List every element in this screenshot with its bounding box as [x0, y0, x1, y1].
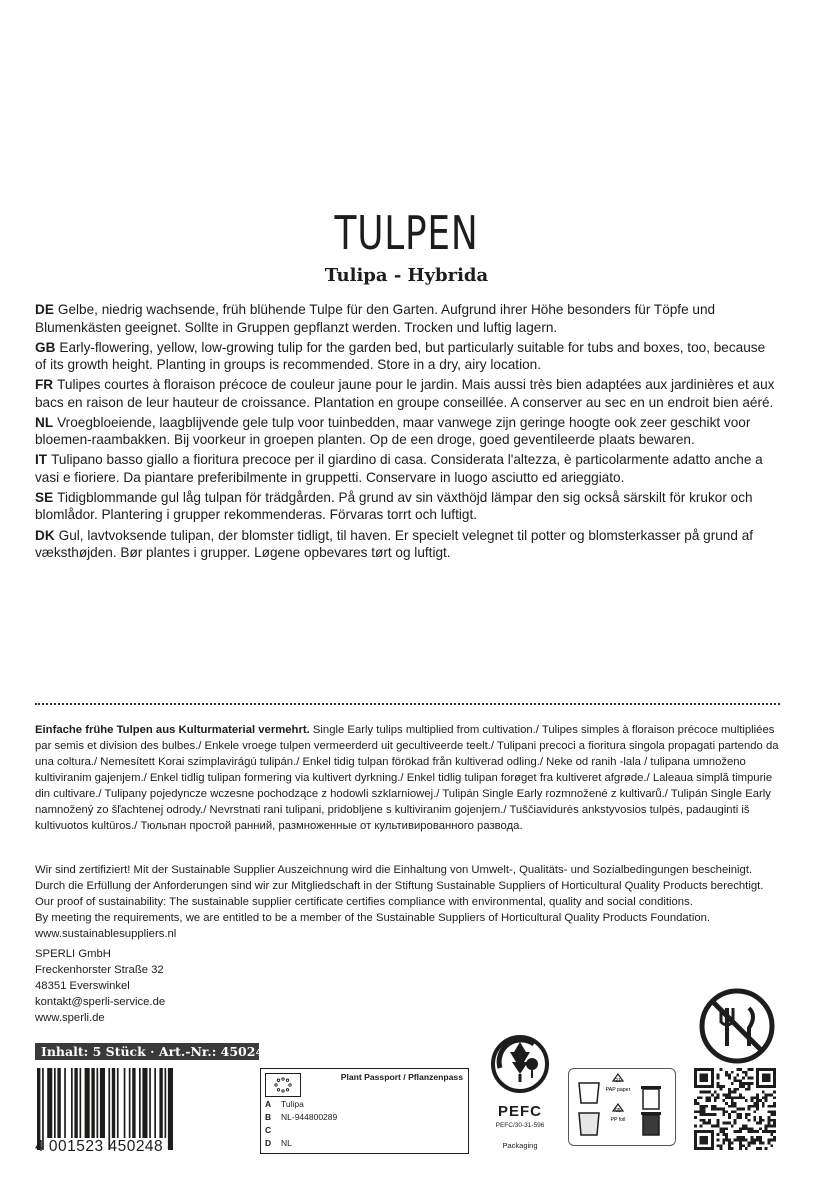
description-text: Tulipes courtes à floraison précoce de couleur jaune pour le jardin. Mais aussi très bien adaptées aux jardinières et aux bacs en raison de leur hauteur de croissance. Plantation en groupe conseillée. A conserver au sec en un endroit bien aéré.	[35, 377, 775, 410]
certification-line: Our proof of sustainability: The sustainable supplier certificate certifies compliance with environmental, quality and social conditions.	[35, 896, 693, 908]
website-link[interactable]: www.sperli.de	[35, 1012, 105, 1024]
description-nl	[35, 414, 780, 449]
language-code: DK	[35, 527, 55, 543]
language-code: SE	[35, 489, 54, 505]
certification-link[interactable]: www.sustainablesuppliers.nl	[35, 928, 177, 940]
description-text: Early-flowering, yellow, low-growing tulip for the garden bed, but particularly suitable for tubs and boxes, too, because of its growth height. Planting in groups is recommended. Store in a dry, airy location.	[35, 339, 766, 373]
language-code: GB	[35, 339, 56, 355]
page-title: TULPEN	[334, 206, 479, 260]
description-dk	[35, 527, 780, 562]
description-text: Tidigblommande gul låg tulpan för trädgården. På grund av sin växthöjd lämpar den sig också särskilt för krukor och blomlådor. Plantering i grupper rekommenderas. Förvaras torrt och luftigt.	[35, 489, 753, 523]
description-de	[35, 301, 780, 336]
certification-text	[35, 862, 795, 942]
description-text: Tulipano basso giallo a fioritura precoce per il giardino di casa. Considerata l'altezza, è particolarmente adatto anche a vasi e fioriere. Da piantare preferibilmente in gruppetti. Conservare in luogo asciutto ed arieggiato.	[35, 452, 763, 485]
language-code: FR	[35, 377, 54, 393]
passport-row-d: D NL	[265, 1138, 292, 1148]
eu-flag-icon	[265, 1073, 301, 1097]
no-eating-icon	[697, 986, 777, 1066]
company-name: SPERLI GmbH	[35, 948, 111, 960]
city: 48351 Everswinkel	[35, 980, 130, 992]
passport-row-a: A Tulipa	[265, 1099, 304, 1109]
description-gb	[35, 339, 780, 374]
passport-row-c: C	[265, 1125, 272, 1135]
foil-label: PP foil	[610, 1117, 626, 1123]
language-code: DE	[35, 302, 54, 317]
certification-line: Durch die Erfüllung der Anforderungen sind wir zur Mitgliedschaft in der Stiftung Sustainable Suppliers of Horticultural Quality Products berechtigt.	[35, 880, 764, 892]
plant-passport	[260, 1068, 469, 1154]
recycle-code-2: 05	[615, 1108, 621, 1114]
language-code: NL	[35, 414, 54, 430]
pefc-caption: Packaging	[502, 1141, 538, 1150]
pefc-label	[486, 1034, 554, 1159]
description-fr	[35, 376, 780, 411]
qr-code-icon[interactable]	[694, 1068, 776, 1150]
recycling-info	[568, 1068, 676, 1146]
description-text: Gul, lavtvoksende tulipan, der blomster tidligt, til haven. Er specielt velegnet til potter og blomsterkasser på grund af væksthøjden. Bør plantes i grupper. Løgene opbevares tørt og luftigt.	[35, 527, 754, 561]
language-code: IT	[35, 452, 48, 468]
barcode-number: 4 001523 450248	[35, 1138, 164, 1155]
description-se	[35, 489, 780, 524]
email-link[interactable]: kontakt@sperli-service.de	[35, 996, 166, 1008]
contents-article-number: Inhalt: 5 Stück · Art.-Nr.: 450248	[35, 1043, 259, 1060]
cultivation-text: Single Early tulips multiplied from cultivation./ Tulipes simples à floraison précoce multipliées par semis et division des bulbes./ Enkele vroege tulpen vermeerderd uit gecultiveerde teelt./ Tulipani precoci a fioritura singola propagati partendo da una coltura./ Nemesített Korai szimplavirágú tulipán./ Enkel tidig tulpan förökad från kultiverad odling./ Neke od ranih -lala / tulipana umnoženo kultiviranim gajenjem./ Enkel tidlig tulipan formering via kultivert dyrkning./ Enkel tidlig tulipan forøget fra kultiveret afgrøde./ Laleaua simplă timpurie din cultivare./ Tulipany pojedyncze wczesne pochodzące z hodowli szklarniowej./ Tulipán Single Early rozmnožené z kultivarů./ Tulipán Single Early namnožený zo šľachtenej odrody./ Nevrstnati rani tulipani, pridobljene s kultiviranim gojenjem./ Tuščiavidurės ankstyvosios tulpės, padauginti iš kultivuotos kultūros./ Тюльпан простой ранний, размноженные от культивированного развода.	[35, 724, 779, 832]
paper-label: PAP paper	[605, 1087, 631, 1093]
recycling-icon	[569, 1069, 675, 1145]
company-address	[35, 946, 435, 1026]
description-text: Vroegbloeiende, laagblijvende gele tulp voor tuinbedden, maar vanwege zijn geringe hoogte ook zeer geschikt voor bloemen-raambakken. Bij voorkeur in groepen planten. Op de een droge, goed geventileerde plaats bewaren.	[35, 414, 751, 448]
pefc-word: PEFC	[497, 1103, 542, 1120]
passport-title: Plant Passport / Pflanzenpass	[340, 1072, 463, 1082]
multilingual-descriptions	[35, 301, 780, 564]
cultivation-note	[35, 722, 780, 834]
pefc-trees-icon	[490, 1034, 550, 1096]
certification-line: By meeting the requirements, we are entitled to be a member of the Sustainable Suppliers of Horticultural Quality Products Foundation.	[35, 912, 711, 924]
description-it	[35, 451, 780, 486]
recycle-code-1: 21	[615, 1078, 621, 1084]
dotted-divider	[35, 703, 780, 705]
certification-line: Wir sind zertifiziert! Mit der Sustainable Supplier Auszeichnung wird die Einhaltung von Umwelt-, Qualitäts- und Sozialbedingungen bescheinigt.	[35, 864, 753, 876]
pefc-code: PEFC/30-31-596	[495, 1122, 545, 1129]
cultivation-lead: Einfache frühe Tulpen aus Kulturmaterial vermehrt.	[35, 724, 310, 736]
passport-row-b: B NL-944800289	[265, 1112, 338, 1122]
botanical-name: Tulipa - Hybrida	[324, 265, 489, 286]
street: Freckenhorster Straße 32	[35, 964, 164, 976]
description-text: Gelbe, niedrig wachsende, früh blühende Tulpe für den Garten. Aufgrund ihrer Höhe besonders für Töpfe und Blumenkästen geeignet. Sollte in Gruppen gepflanzt werden. Trocken und luftig lagern.	[35, 302, 716, 335]
